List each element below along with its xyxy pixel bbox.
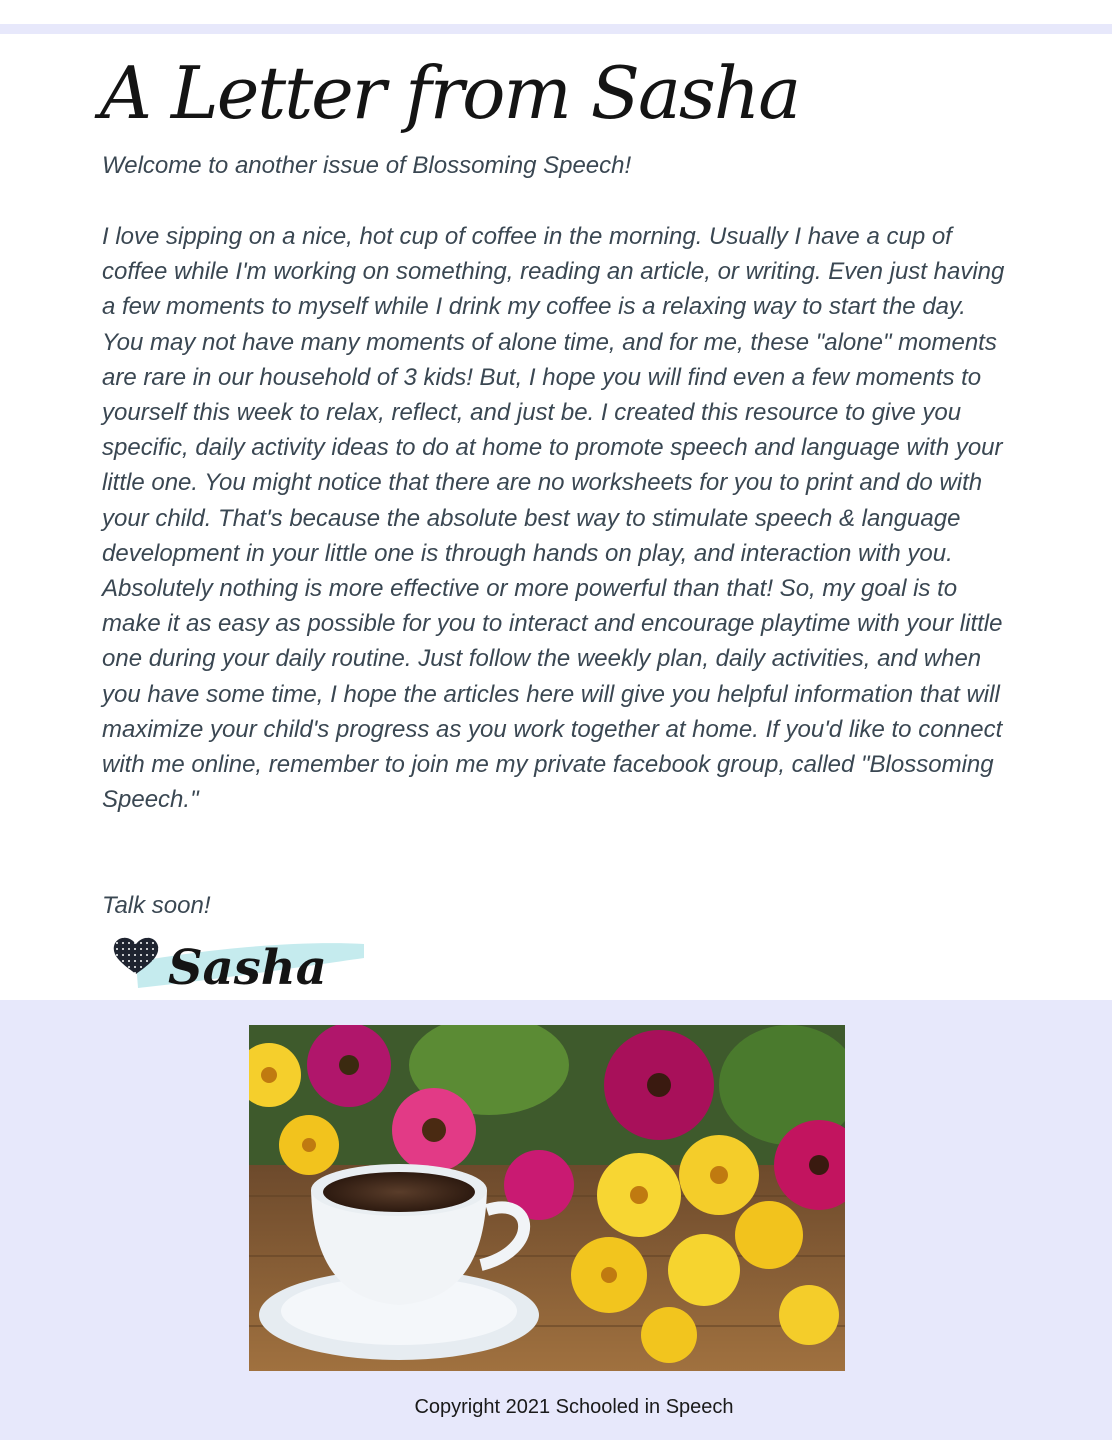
signature xyxy=(108,922,378,1000)
top-accent-band xyxy=(0,24,1112,34)
copyright-text: Copyright 2021 Schooled in Speech xyxy=(414,1396,734,1418)
letter-body: I love sipping on a nice, hot cup of coffee in the morning. Usually I have a cup of coffee while I'm working on something, reading an article, or writing. Even just having a few moments to myself while I drink my coffee is a relaxing way to start the day. You may not have many moments of alone time, and for me, these "alone" moments are rare in our household of 3 kids! But, I hope you will find even a few moments to yourself this week to relax, reflect, and just be. I created this resource to give you specific, daily activity ideas to do at home to promote speech and language with your little one. You might notice that there are no worksheets for you to print and do with your child. That's because the absolute best way to stimulate speech & language development in your little one is through hands on play, and interaction with you. Absolutely nothing is more effective or more powerful than that! So, my goal is to make it as easy as possible for you to interact and encourage playtime with your little one during your daily routine. Just follow the weekly plan, daily activities, and when you have some time, I hope the articles here will give you helpful information that will maximize your child's progress as you work together at home. If you'd like to connect with me online, remember to join me my private facebook group, called "Blossoming Speech." xyxy=(102,223,1005,814)
signature-name: Sasha xyxy=(168,940,327,996)
closing-line: Talk soon! xyxy=(102,892,211,919)
welcome-line: Welcome to another issue of Blossoming Speech! xyxy=(102,152,632,179)
coffee-flowers-photo xyxy=(249,1025,845,1371)
letter-title: A Letter from Sasha xyxy=(100,51,800,135)
